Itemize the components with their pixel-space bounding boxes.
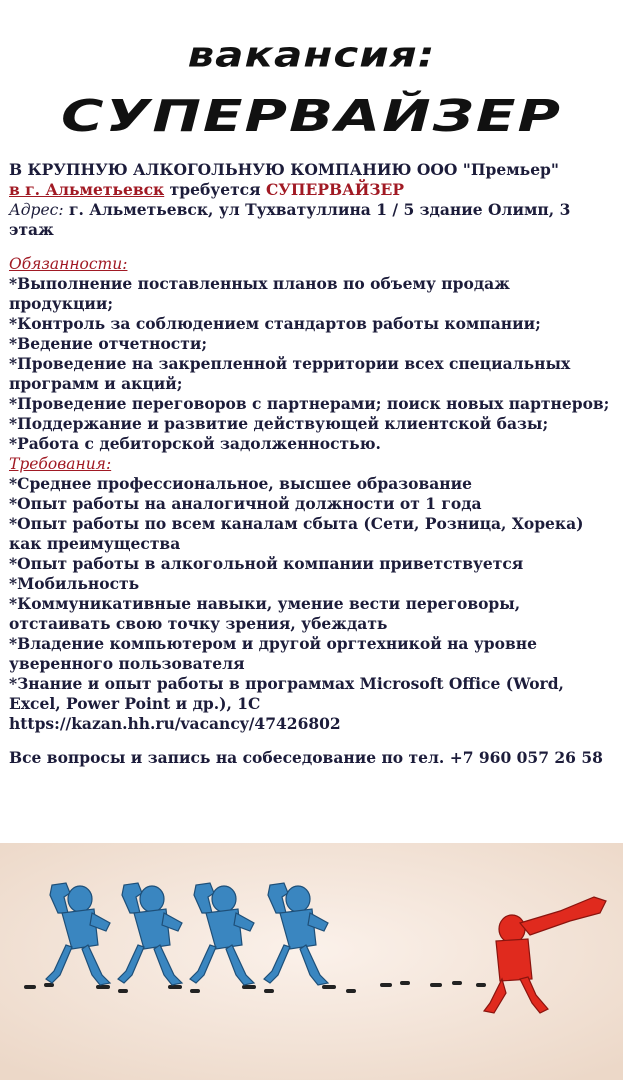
duty-item: *Работа с дебиторской задолженностью. xyxy=(9,434,381,453)
header-title: СУПЕРВАЙЗЕР xyxy=(61,90,562,142)
requirement-item: *Мобильность xyxy=(9,574,140,593)
requirement-item: *Опыт работы по всем каналам сбыта (Сети, Розница, Хорека) как преимущества xyxy=(9,514,584,553)
requirement-item: *Коммуникативные навыки, умение вести переговоры, отстаивать свою точку зрения, убеждать xyxy=(9,594,521,633)
company-line: В КРУПНУЮ АЛКОГОЛЬНУЮ КОМПАНИЮ ООО "Премьер" xyxy=(9,160,559,179)
address-label: Адрес: xyxy=(9,201,64,219)
duty-item: *Проведение переговоров с партнерами; поиск новых партнеров; xyxy=(9,394,610,413)
requirement-item: *Знание и опыт работы в программах Microsoft Office (Word, Excel, Power Point и др.), 1С xyxy=(9,674,564,713)
city-line xyxy=(9,180,614,200)
duty-item: *Поддержание и развитие действующей клиентской базы; xyxy=(9,414,549,433)
duty-item: *Проведение на закрепленной территории всех специальных программ и акций; xyxy=(9,354,571,393)
duties-title: Обязанности: xyxy=(9,255,128,273)
required-text: требуется xyxy=(164,180,266,199)
city-text: в г. Альметьевск xyxy=(9,180,165,199)
duty-item: *Контроль за соблюдением стандартов работы компании; xyxy=(9,314,541,333)
vacancy-text xyxy=(9,160,614,768)
requirement-item: *Среднее профессиональное, высшее образование xyxy=(9,474,473,493)
position-text: СУПЕРВАЙЗЕР xyxy=(265,180,405,199)
team-illustration xyxy=(0,843,623,1080)
contact-line: Все вопросы и запись на собеседование по тел. +7 960 057 26 58 xyxy=(9,748,603,767)
header-line-1: вакансия: xyxy=(187,34,436,75)
duty-item: *Ведение отчетности; xyxy=(9,334,208,353)
vacancy-link[interactable]: https://kazan.hh.ru/vacancy/47426802 xyxy=(9,714,341,733)
address-text: г. Альметьевск, ул Тухватуллина 1 / 5 здание Олимп, 3 этаж xyxy=(9,200,571,239)
requirement-item: *Опыт работы на аналогичной должности от 1 года xyxy=(9,494,482,513)
requirement-item: *Владение компьютером и другой оргтехникой на уровне уверенного пользователя xyxy=(9,634,537,673)
requirement-item: *Опыт работы в алкогольной компании приветствуется xyxy=(9,554,524,573)
duty-item: *Выполнение поставленных планов по объему продаж продукции; xyxy=(9,274,510,313)
requirements-title: Требования: xyxy=(9,455,112,473)
address-line xyxy=(9,200,614,240)
